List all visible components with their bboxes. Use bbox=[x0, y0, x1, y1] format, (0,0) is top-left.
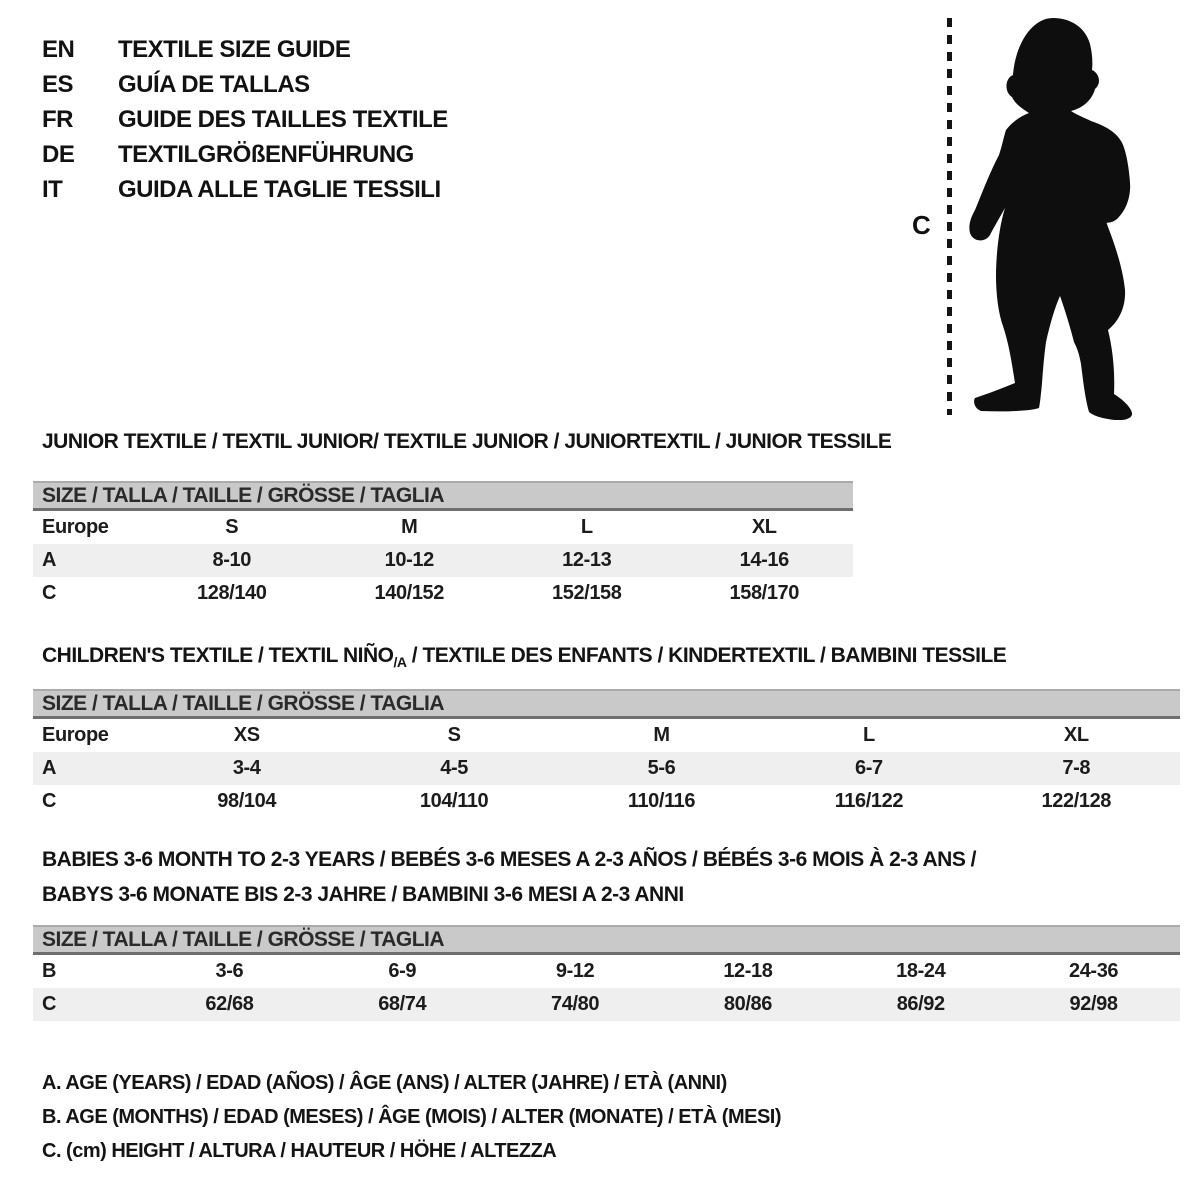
table-cell: 18-24 bbox=[896, 960, 946, 982]
row-label: Europe bbox=[42, 516, 109, 538]
table-cell: 6-9 bbox=[388, 960, 417, 982]
language-legend bbox=[42, 32, 448, 207]
table-row-height bbox=[33, 785, 1180, 818]
table-cell: 3-4 bbox=[232, 757, 261, 779]
lang-code: DE bbox=[42, 140, 75, 168]
lang-row-es bbox=[42, 67, 448, 102]
children-section-heading bbox=[42, 644, 1006, 670]
lang-title: GUÍA DE TALLAS bbox=[118, 70, 310, 98]
size-header-bar: SIZE / TALLA / TAILLE / GRÖSSE / TAGLIA bbox=[33, 481, 853, 511]
table-cell: 158/170 bbox=[729, 582, 799, 604]
row-label: A bbox=[42, 549, 57, 571]
table-cell: 68/74 bbox=[378, 993, 427, 1015]
table-cell: 92/98 bbox=[1069, 993, 1118, 1015]
table-cell: 14-16 bbox=[739, 549, 789, 571]
junior-size-table bbox=[33, 481, 853, 610]
table-cell: 98/104 bbox=[217, 790, 277, 812]
table-row-age bbox=[33, 752, 1180, 785]
children-size-table bbox=[33, 689, 1180, 818]
lang-row-fr bbox=[42, 102, 448, 137]
row-label: Europe bbox=[42, 724, 109, 746]
lang-code: FR bbox=[42, 105, 73, 133]
table-cell: 9-12 bbox=[555, 960, 595, 982]
table-cell: XL bbox=[1063, 724, 1089, 746]
table-cell: M bbox=[653, 724, 670, 746]
lang-title: GUIDA ALLE TAGLIE TESSILI bbox=[118, 175, 441, 203]
table-cell: M bbox=[401, 516, 418, 538]
lang-row-de bbox=[42, 137, 448, 172]
children-heading-prefix: CHILDREN'S TEXTILE / TEXTIL NIÑO bbox=[42, 644, 394, 667]
babies-size-table bbox=[33, 925, 1180, 1021]
babies-heading-line1: BABIES 3-6 MONTH TO 2-3 YEARS / BEBÉS 3-6 MESES A 2-3 AÑOS / BÉBÉS 3-6 MOIS À 2-3 ANS / bbox=[42, 848, 977, 871]
table-cell: 116/122 bbox=[834, 790, 904, 812]
lang-title: TEXTILGRÖßENFÜHRUNG bbox=[118, 140, 414, 168]
toddler-silhouette-icon bbox=[965, 12, 1137, 420]
row-label: C bbox=[42, 790, 57, 812]
table-cell: S bbox=[447, 724, 461, 746]
table-cell: 4-5 bbox=[440, 757, 468, 779]
table-cell: 104/110 bbox=[419, 790, 489, 812]
table-cell: 5-6 bbox=[647, 757, 676, 779]
table-row-age bbox=[33, 544, 853, 577]
footnotes bbox=[42, 1066, 781, 1168]
table-row-europe bbox=[33, 511, 853, 544]
table-cell: 6-7 bbox=[855, 757, 883, 779]
table-row-months bbox=[33, 955, 1180, 988]
children-heading-suffix: / TEXTILE DES ENFANTS / KINDERTEXTIL / BAMBINI TESSILE bbox=[406, 644, 1007, 667]
table-cell: 7-8 bbox=[1062, 757, 1091, 779]
table-cell: 62/68 bbox=[205, 993, 254, 1015]
lang-code: IT bbox=[42, 175, 63, 203]
table-cell: 3-6 bbox=[215, 960, 244, 982]
table-cell: XS bbox=[233, 724, 260, 746]
table-cell: XL bbox=[751, 516, 777, 538]
junior-section-heading: JUNIOR TEXTILE / TEXTIL JUNIOR/ TEXTILE JUNIOR / JUNIORTEXTIL / JUNIOR TESSILE bbox=[42, 430, 892, 453]
lang-title: TEXTILE SIZE GUIDE bbox=[118, 35, 351, 63]
table-cell: 128/140 bbox=[197, 582, 267, 604]
lang-code: ES bbox=[42, 70, 74, 98]
table-cell: L bbox=[580, 516, 593, 538]
table-cell: 140/152 bbox=[374, 582, 444, 604]
lang-row-it bbox=[42, 172, 448, 207]
footnote-b: B. AGE (MONTHS) / EDAD (MESES) / ÂGE (MOIS) / ALTER (MONATE) / ETÀ (MESI) bbox=[42, 1106, 782, 1128]
table-cell: 8-10 bbox=[212, 549, 251, 571]
size-header-bar: SIZE / TALLA / TAILLE / GRÖSSE / TAGLIA bbox=[33, 925, 1180, 955]
height-measure-label: C bbox=[912, 210, 931, 240]
table-cell: 86/92 bbox=[896, 993, 945, 1015]
children-heading-subscript: /A bbox=[393, 654, 407, 671]
footnote-a: A. AGE (YEARS) / EDAD (AÑOS) / ÂGE (ANS) / ALTER (JAHRE) / ETÀ (ANNI) bbox=[42, 1072, 727, 1094]
table-cell: 74/80 bbox=[551, 993, 600, 1015]
table-cell: 12-13 bbox=[562, 549, 612, 571]
table-cell: 10-12 bbox=[384, 549, 434, 571]
table-cell: 122/128 bbox=[1041, 790, 1112, 812]
babies-section-heading bbox=[42, 842, 976, 912]
table-cell: S bbox=[225, 516, 239, 538]
lang-row-en bbox=[42, 32, 448, 67]
row-label: B bbox=[42, 960, 57, 982]
table-row-europe bbox=[33, 719, 1180, 752]
table-cell: 24-36 bbox=[1068, 960, 1119, 982]
table-cell: L bbox=[862, 724, 875, 746]
row-label: C bbox=[42, 993, 57, 1015]
table-row-height bbox=[33, 577, 853, 610]
table-row-height bbox=[33, 988, 1180, 1021]
lang-title: GUIDE DES TAILLES TEXTILE bbox=[118, 105, 448, 133]
row-label: A bbox=[42, 757, 57, 779]
table-cell: 152/158 bbox=[552, 582, 622, 604]
size-header-bar: SIZE / TALLA / TAILLE / GRÖSSE / TAGLIA bbox=[33, 689, 1180, 719]
babies-heading-line2: BABYS 3-6 MONATE BIS 2-3 JAHRE / BAMBINI 3-6 MESI A 2-3 ANNI bbox=[42, 883, 684, 906]
height-dashed-line bbox=[947, 18, 952, 415]
lang-code: EN bbox=[42, 35, 75, 63]
table-cell: 80/86 bbox=[723, 993, 772, 1015]
footnote-c: C. (cm) HEIGHT / ALTURA / HAUTEUR / HÖHE / ALTEZZA bbox=[42, 1140, 557, 1162]
table-cell: 12-18 bbox=[723, 960, 773, 982]
row-label: C bbox=[42, 582, 57, 604]
table-cell: 110/116 bbox=[627, 790, 696, 812]
